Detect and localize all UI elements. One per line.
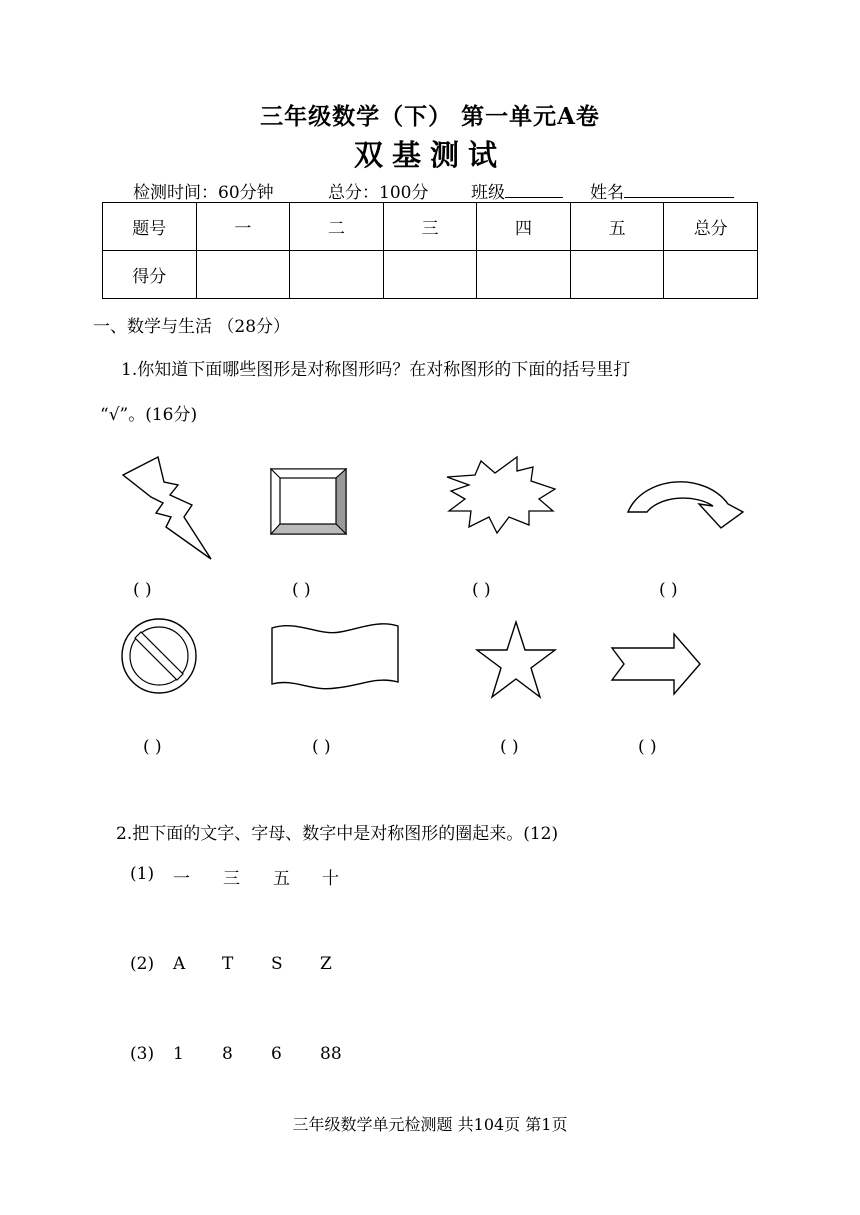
answer-paren[interactable]: ( ) <box>133 580 152 600</box>
score-table <box>102 202 758 299</box>
score-table-header-row <box>103 203 758 251</box>
question-1-line-1: 1.你知道下面哪些图形是对称图形吗？在对称图形的下面的括号里打 <box>121 360 631 380</box>
class-label: 班级 <box>471 183 505 203</box>
class-blank[interactable] <box>505 180 563 198</box>
table-cell: 得分 <box>103 251 197 299</box>
circle-choice[interactable]: Z <box>320 954 332 974</box>
total-label: 总分：100分 <box>328 183 429 203</box>
score-input-cell[interactable] <box>196 251 290 299</box>
answer-paren[interactable]: ( ) <box>659 580 678 600</box>
table-cell: 二 <box>290 203 384 251</box>
circle-choice[interactable]: 五 <box>273 869 290 889</box>
score-input-cell[interactable] <box>383 251 477 299</box>
lightning-bolt-shape <box>118 455 218 563</box>
block-arrow-shape <box>610 632 702 696</box>
circle-choice[interactable]: 一 <box>173 869 190 889</box>
table-cell: 题号 <box>103 203 197 251</box>
page-footer: 三年级数学单元检测题 共104页 第1页 <box>292 1115 568 1134</box>
table-cell: 四 <box>477 203 571 251</box>
circle-choice[interactable]: 88 <box>320 1044 342 1064</box>
table-cell: 三 <box>383 203 477 251</box>
score-input-cell[interactable] <box>477 251 571 299</box>
score-input-cell[interactable] <box>664 251 758 299</box>
answer-paren[interactable]: ( ) <box>292 580 311 600</box>
beveled-square-shape <box>270 468 348 536</box>
name-label: 姓名 <box>590 183 624 203</box>
table-cell: 一 <box>196 203 290 251</box>
score-input-cell[interactable] <box>570 251 664 299</box>
answer-paren[interactable]: ( ) <box>472 580 491 600</box>
circle-choice[interactable]: 1 <box>173 1044 184 1064</box>
five-point-star-shape <box>475 620 557 700</box>
circle-choice[interactable]: 三 <box>223 869 240 889</box>
no-sign-shape <box>120 617 198 695</box>
answer-paren[interactable]: ( ) <box>500 737 519 757</box>
class-field[interactable] <box>471 178 563 203</box>
circle-choice[interactable]: T <box>222 954 234 974</box>
row-label: (3) <box>130 1044 155 1064</box>
section-heading: 一、数学与生活 （28分） <box>93 317 291 337</box>
circle-choice[interactable]: S <box>271 954 283 974</box>
circle-choice[interactable]: 十 <box>322 869 339 889</box>
score-input-cell[interactable] <box>290 251 384 299</box>
name-blank[interactable] <box>624 180 734 198</box>
time-label: 检测时间：60分钟 <box>133 183 274 203</box>
answer-paren[interactable]: ( ) <box>143 737 162 757</box>
score-table-score-row <box>103 251 758 299</box>
curved-arrow-shape <box>625 466 747 532</box>
wave-banner-shape <box>270 622 400 694</box>
page-subtitle: 双基测试 <box>353 138 506 172</box>
circle-choice[interactable]: 8 <box>222 1044 233 1064</box>
row-label: (1) <box>130 864 155 884</box>
answer-paren[interactable]: ( ) <box>312 737 331 757</box>
row-label: (2) <box>130 954 155 974</box>
page-title: 三年级数学（下） 第一单元A卷 <box>260 103 600 130</box>
table-cell: 总分 <box>664 203 758 251</box>
question-2: 2.把下面的文字、字母、数字中是对称图形的圈起来。(12) <box>116 824 559 844</box>
circle-choice[interactable]: 6 <box>271 1044 282 1064</box>
name-field[interactable] <box>590 178 734 203</box>
circle-choice[interactable]: A <box>173 954 186 974</box>
answer-paren[interactable]: ( ) <box>638 737 657 757</box>
question-1-line-2: “√”。(16分) <box>100 405 198 425</box>
table-cell: 五 <box>570 203 664 251</box>
explosion-star-shape <box>445 455 557 535</box>
